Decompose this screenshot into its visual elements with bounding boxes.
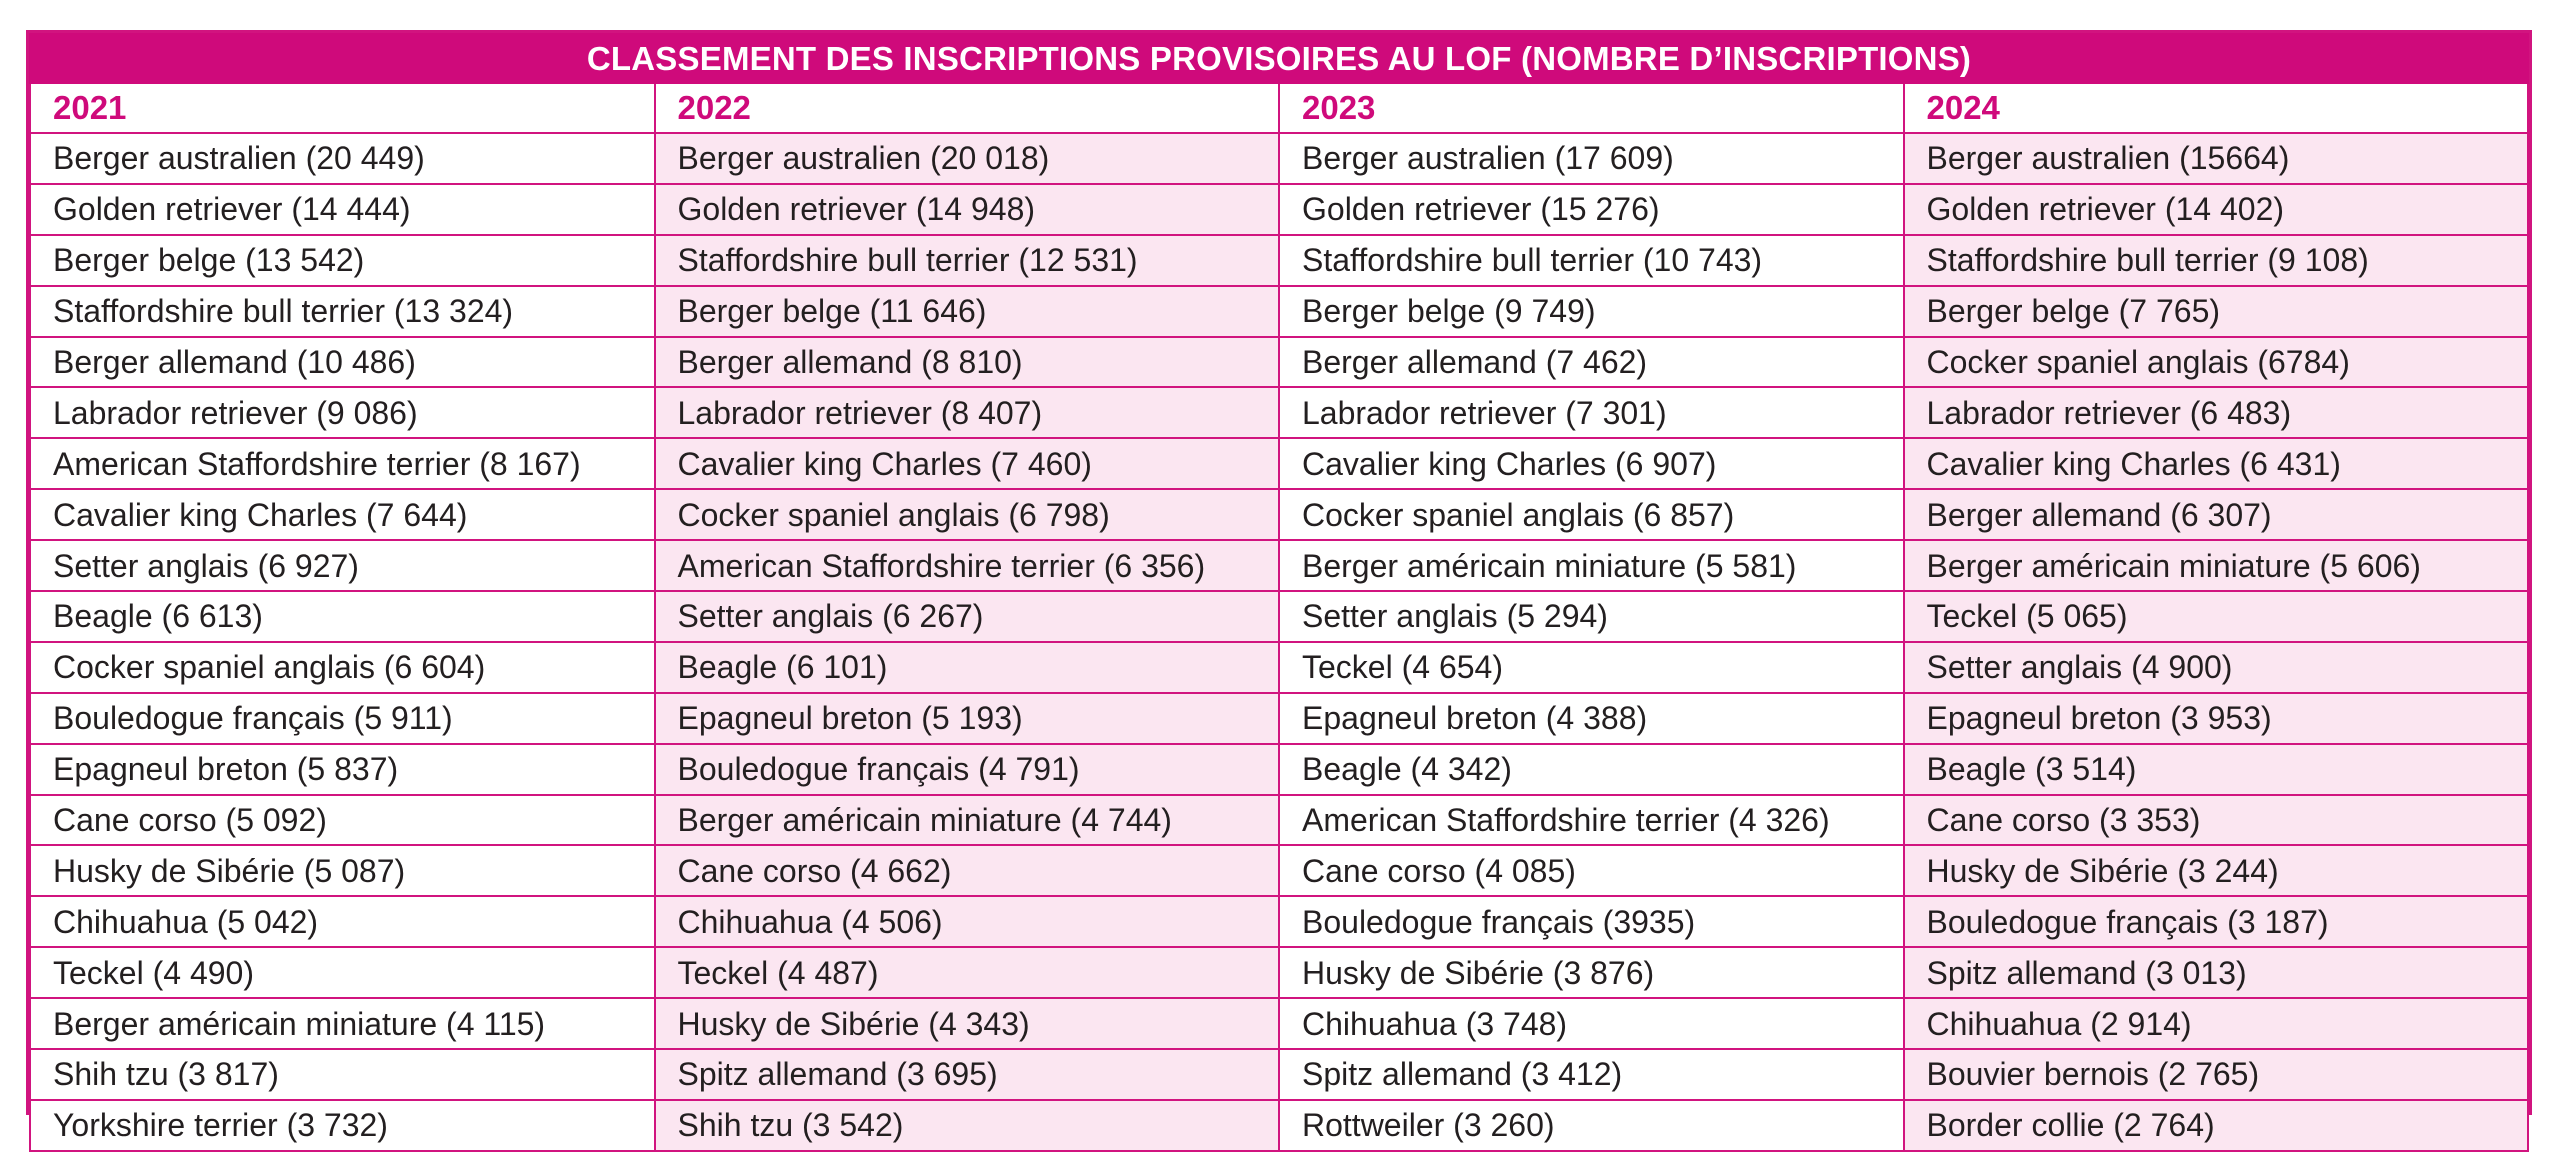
breed-cell-2021: Bouledogue français (5 911)	[30, 693, 655, 744]
breed-cell-2024: Cane corso (3 353)	[1904, 795, 2529, 846]
table-row	[30, 642, 2528, 693]
breed-cell-2022: Golden retriever (14 948)	[655, 184, 1280, 235]
table-row	[30, 337, 2528, 388]
breed-cell-2023: Epagneul breton (4 388)	[1279, 693, 1904, 744]
year-header-2022: 2022	[655, 83, 1280, 133]
breed-cell-2023: Berger belge (9 749)	[1279, 286, 1904, 337]
breed-cell-2022: Berger allemand (8 810)	[655, 337, 1280, 388]
breed-cell-2024: Teckel (5 065)	[1904, 591, 2529, 642]
breed-cell-2021: Berger américain miniature (4 115)	[30, 998, 655, 1049]
year-header-2024: 2024	[1904, 83, 2529, 133]
breed-cell-2022: Chihuahua (4 506)	[655, 896, 1280, 947]
breed-cell-2024: Labrador retriever (6 483)	[1904, 387, 2529, 438]
breed-cell-2024: Beagle (3 514)	[1904, 744, 2529, 795]
breed-cell-2024: Berger belge (7 765)	[1904, 286, 2529, 337]
title-row	[30, 34, 2528, 83]
breed-cell-2021: Husky de Sibérie (5 087)	[30, 845, 655, 896]
breed-cell-2024: Cavalier king Charles (6 431)	[1904, 438, 2529, 489]
breed-cell-2023: Berger australien (17 609)	[1279, 133, 1904, 184]
table-row	[30, 387, 2528, 438]
breed-cell-2022: Setter anglais (6 267)	[655, 591, 1280, 642]
table-title: CLASSEMENT DES INSCRIPTIONS PROVISOIRES AU LOF (NOMBRE D’INSCRIPTIONS)	[30, 34, 2528, 83]
breed-cell-2021: Setter anglais (6 927)	[30, 540, 655, 591]
breed-cell-2022: Teckel (4 487)	[655, 947, 1280, 998]
breed-cell-2023: Setter anglais (5 294)	[1279, 591, 1904, 642]
breed-cell-2022: Spitz allemand (3 695)	[655, 1049, 1280, 1100]
table-row	[30, 489, 2528, 540]
breed-cell-2024: Border collie (2 764)	[1904, 1100, 2529, 1151]
table-row	[30, 795, 2528, 846]
breed-cell-2023: Cocker spaniel anglais (6 857)	[1279, 489, 1904, 540]
year-header-row	[30, 83, 2528, 133]
breed-cell-2024: Bouledogue français (3 187)	[1904, 896, 2529, 947]
breed-cell-2021: Cocker spaniel anglais (6 604)	[30, 642, 655, 693]
breed-cell-2022: Husky de Sibérie (4 343)	[655, 998, 1280, 1049]
breed-cell-2023: Rottweiler (3 260)	[1279, 1100, 1904, 1151]
breed-cell-2022: Beagle (6 101)	[655, 642, 1280, 693]
breed-cell-2022: Epagneul breton (5 193)	[655, 693, 1280, 744]
breed-cell-2021: Berger belge (13 542)	[30, 235, 655, 286]
table-row	[30, 947, 2528, 998]
ranking-table-frame	[26, 30, 2532, 1144]
table-row	[30, 133, 2528, 184]
breed-cell-2024: Staffordshire bull terrier (9 108)	[1904, 235, 2529, 286]
table-row	[30, 438, 2528, 489]
breed-cell-2021: Berger australien (20 449)	[30, 133, 655, 184]
breed-cell-2022: Cane corso (4 662)	[655, 845, 1280, 896]
breed-cell-2024: Epagneul breton (3 953)	[1904, 693, 2529, 744]
year-header-2023: 2023	[1279, 83, 1904, 133]
breed-cell-2021: Shih tzu (3 817)	[30, 1049, 655, 1100]
breed-cell-2021: American Staffordshire terrier (8 167)	[30, 438, 655, 489]
breed-cell-2024: Berger allemand (6 307)	[1904, 489, 2529, 540]
breed-cell-2021: Berger allemand (10 486)	[30, 337, 655, 388]
breed-cell-2023: Spitz allemand (3 412)	[1279, 1049, 1904, 1100]
breed-cell-2021: Staffordshire bull terrier (13 324)	[30, 286, 655, 337]
breed-cell-2023: Bouledogue français (3935)	[1279, 896, 1904, 947]
breed-cell-2021: Cane corso (5 092)	[30, 795, 655, 846]
breed-cell-2024: Spitz allemand (3 013)	[1904, 947, 2529, 998]
table-row	[30, 591, 2528, 642]
table-row	[30, 540, 2528, 591]
breed-cell-2024: Husky de Sibérie (3 244)	[1904, 845, 2529, 896]
breed-cell-2023: Labrador retriever (7 301)	[1279, 387, 1904, 438]
breed-cell-2023: Chihuahua (3 748)	[1279, 998, 1904, 1049]
table-row	[30, 744, 2528, 795]
breed-cell-2022: Berger australien (20 018)	[655, 133, 1280, 184]
table-body	[30, 133, 2528, 1151]
breed-cell-2021: Labrador retriever (9 086)	[30, 387, 655, 438]
table-row	[30, 845, 2528, 896]
table-row	[30, 693, 2528, 744]
breed-cell-2022: Staffordshire bull terrier (12 531)	[655, 235, 1280, 286]
breed-cell-2021: Chihuahua (5 042)	[30, 896, 655, 947]
breed-cell-2023: Staffordshire bull terrier (10 743)	[1279, 235, 1904, 286]
breed-cell-2024: Berger américain miniature (5 606)	[1904, 540, 2529, 591]
table-row	[30, 896, 2528, 947]
breed-cell-2024: Bouvier bernois (2 765)	[1904, 1049, 2529, 1100]
breed-cell-2022: Cocker spaniel anglais (6 798)	[655, 489, 1280, 540]
table-row	[30, 998, 2528, 1049]
table-row	[30, 1049, 2528, 1100]
breed-cell-2023: Cane corso (4 085)	[1279, 845, 1904, 896]
breed-cell-2022: Bouledogue français (4 791)	[655, 744, 1280, 795]
breed-cell-2024: Chihuahua (2 914)	[1904, 998, 2529, 1049]
breed-cell-2024: Golden retriever (14 402)	[1904, 184, 2529, 235]
breed-cell-2024: Cocker spaniel anglais (6784)	[1904, 337, 2529, 388]
breed-cell-2023: Berger américain miniature (5 581)	[1279, 540, 1904, 591]
breed-cell-2022: Shih tzu (3 542)	[655, 1100, 1280, 1151]
year-header-2021: 2021	[30, 83, 655, 133]
breed-cell-2023: Beagle (4 342)	[1279, 744, 1904, 795]
breed-cell-2022: Cavalier king Charles (7 460)	[655, 438, 1280, 489]
table-row	[30, 286, 2528, 337]
breed-cell-2021: Beagle (6 613)	[30, 591, 655, 642]
table-row	[30, 235, 2528, 286]
breed-cell-2023: Cavalier king Charles (6 907)	[1279, 438, 1904, 489]
breed-cell-2023: American Staffordshire terrier (4 326)	[1279, 795, 1904, 846]
breed-cell-2022: Berger américain miniature (4 744)	[655, 795, 1280, 846]
breed-cell-2021: Teckel (4 490)	[30, 947, 655, 998]
ranking-table	[29, 33, 2529, 1152]
breed-cell-2023: Teckel (4 654)	[1279, 642, 1904, 693]
breed-cell-2023: Berger allemand (7 462)	[1279, 337, 1904, 388]
breed-cell-2022: Berger belge (11 646)	[655, 286, 1280, 337]
breed-cell-2021: Yorkshire terrier (3 732)	[30, 1100, 655, 1151]
breed-cell-2021: Golden retriever (14 444)	[30, 184, 655, 235]
table-row	[30, 1100, 2528, 1151]
breed-cell-2022: Labrador retriever (8 407)	[655, 387, 1280, 438]
table-row	[30, 184, 2528, 235]
breed-cell-2023: Golden retriever (15 276)	[1279, 184, 1904, 235]
breed-cell-2023: Husky de Sibérie (3 876)	[1279, 947, 1904, 998]
breed-cell-2024: Setter anglais (4 900)	[1904, 642, 2529, 693]
breed-cell-2021: Cavalier king Charles (7 644)	[30, 489, 655, 540]
breed-cell-2024: Berger australien (15664)	[1904, 133, 2529, 184]
breed-cell-2021: Epagneul breton (5 837)	[30, 744, 655, 795]
breed-cell-2022: American Staffordshire terrier (6 356)	[655, 540, 1280, 591]
